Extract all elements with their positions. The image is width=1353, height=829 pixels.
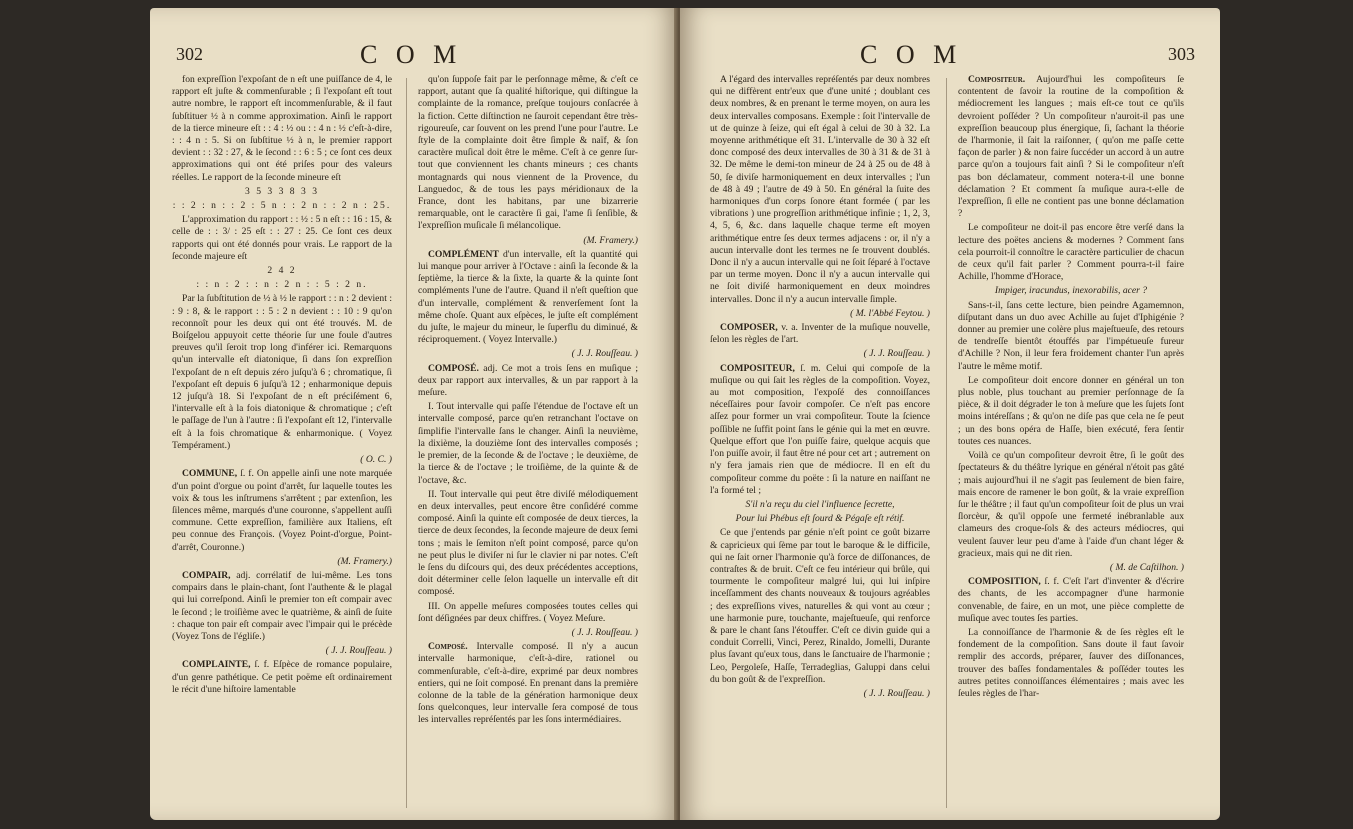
right-page: [680, 8, 1220, 820]
page-number: 302: [176, 44, 203, 64]
paragraph: A l'égard des intervalles repréſentés par deux nombres qui ne diffèrent entr'eux que d'une unité ; doublant ces deux nombres, & en prenant le terme moyen, on aura les deux intervalles composans. Exemple : ſoit l'intervalle de ut de quinze à ſeize, qui eſt égal à celui de 30 à 32. La moyenne arithmétique eſt 31. L'intervalle de 30 à 32 eſt donc composé des deux intervalles de 30 à 31 & de 31 à 32. De même le demi-ton mineur de 24 à 25 ou de 48 à 50, ſe diviſe harmoniquement en deux intervalles ; l'un de 48 à 49 ; l'autre de 49 à 50. En général la ſuite des harmoniques d'un corps ſonore étant formée ( par les vibrations ) une progreſſion arithmétique infinie ; 1, 2, 3, 4, 5, 6, &c. dans laquelle chaque terme eſt moyen arithmétique entre ſes deux termes adjacens : or, il n'y a aucun intervalle dont les termes ne ſe trouvent doublés. Donc il n'y a aucun intervalle qui ne ſoit ſéparé à l'octave par un terme moyen. Donc il n'y a aucun intervalle qui ne ſoit diviſé harmoniquement en deux moindres intervalles. Donc il n'y a aucun intervalle ſimple.: [710, 74, 930, 305]
entry-headword: COMPOSITION,: [968, 576, 1041, 588]
author-attribution: ( J. J. Rouſſeau. ): [863, 348, 930, 360]
paragraph: qu'on ſuppoſe fait par le perſonnage même, & c'eſt ce rapport, autant que ſa qualité hiſtorique, qui diſtingue la complainte de la romance, preſque toujours conſacrée à la fiction. Cette diſtinction ne ſauroit cependant être très-rigoureuſe, car ſouvent on les prend l'une pour l'autre. Le ſtyle de la complainte doit être ſimple & naïf, & ſon caractère muſical doit être le même. C'eſt à ce genre ſur-tout que conviennent les chants mineurs ; ces chants montagnards qui nous viennent de la Provence, du Languedoc, & de tous les pays méridionaux de la France, dont les habitans, par une bizarrerie remarquable, ont le caractère ſi gai, l'ame ſi ſenſible, & l'expreſſion muſicale ſi mélancolique.: [418, 74, 638, 232]
dictionary-entry: [172, 570, 392, 643]
right-column-1: [710, 74, 930, 814]
paragraph: Voilà ce qu'un compoſiteur devroit être, ſi le goût des ſpectateurs & du théâtre lyrique en général n'étoit pas gâté ; mais aujourd'hui il ne s'agit pas ſeulement de bien faire, mais encore de ramener le bon goût, & la vraie expreſſion ſur le théâtre ; il faut qu'un compoſiteur ſoit de plus un vrai ſlorcèur, & qu'il oppoſe une fermeté inébranlable aux clameurs des croque-ſols & des acteurs médiocres, qui veulent ſauver leur peu d'ame à l'aide d'un chant léger & gracieux, mais qui ne dit rien.: [958, 450, 1184, 559]
entry-headword: COMPLÉMENT: [428, 248, 499, 260]
paragraph: I. Tout intervalle qui paſſe l'étendue de l'octave eſt un intervalle composé, parce qu'en retranchant l'octave on ſimplifie l'intervalle ſans le changer. Ainſi la neuvième, la dixième, la douzième ſont des intervalles composés ; le premier, de la ſeconde & de l'octave ; le deuxième, de la tierce & de l'octave ; le troiſième, de la quinte & de l'octave, &c.: [418, 401, 638, 486]
column-divider: [406, 78, 407, 808]
paragraph: La connoiſſance de l'harmonie & de ſes règles eſt le fondement de la compoſition. Sans doute il faut ſavoir remplir des accords, préparer, ſauver des diſſonances, trouver des baſſes fondamentales & poſſéder toutes les autres petites connoiſſances élémentaires ; mais avec les ſeules règles de l'har-: [958, 626, 1184, 699]
page-number: 303: [1168, 44, 1195, 64]
entry-headword: COMPLAINTE,: [182, 659, 251, 671]
entry-text: adj. Ce mot a trois ſens en muſique ; deux par rapport aux intervalles, & un par rapport à la meſure.: [418, 362, 638, 399]
right-column-2: [958, 74, 1184, 814]
paragraph: fon expreſſion l'expoſant de n eſt une puiſſance de 4, le rapport eſt juſte & commenſurable ; ſi l'expoſant eſt tout autre nombre, le rapport eſt incommenſurable, & il faut ſubſtituer ½ à n comme approximation. Ainſi le rapport de la tierce mineure eſt : : 4 : ½ ou : : 4 n : ½ c'eſt-à-dire, : : 4 n : 5. Si on ſubſtitue ½ à n, le premier rapport devient : : 32 : 27, & le ſecond : : 6 : 5 ; ce ſont ces deux approximations qui ont été priſes pour des valeurs réelles. Le rapport de la ſeconde mineure eſt: [172, 74, 392, 183]
entry-headword: COMPOSÉ.: [428, 362, 479, 374]
dictionary-entry: [710, 322, 930, 346]
ratio-formula: : : 2 : n : : 2 : 5 n : : 2 n : : 2 n : 25.: [172, 200, 392, 212]
author-attribution: ( J. J. Rouſſeau. ): [863, 687, 930, 699]
author-attribution: ( J. J. Rouſſeau. ): [571, 348, 638, 360]
entry-headword: COMMUNE,: [182, 468, 238, 480]
verse-quote: S'il n'a reçu du ciel l'influence ſecrette,: [745, 498, 895, 510]
dictionary-entry: [958, 576, 1184, 625]
paragraph: II. Tout intervalle qui peut être diviſé mélodiquement en deux intervalles, peut encore être conſidéré comme composé. Ainſi la quinte eſt composée de deux tierces, la tierce de deux ſecondes, la ſeconde majeure de deux ſemi tons ; mais le ſemiton n'eſt point composé, parce qu'on ne peut plus le diviſer ni ſur le clavier ni par notes. C'eſt le ſens du diſcours qui, des deux précédentes acceptions, doit déterminer celle ſelon laquelle un intervalle eſt dit composé.: [418, 488, 638, 598]
dictionary-entry: [418, 641, 638, 726]
entry-text: v. a. Inventer de la muſique nouvelle, ſelon les règles de l'art.: [710, 322, 930, 346]
entry-text: ſ. m. Celui qui compoſe de la muſique ou qui ſait les règles de la compoſition. Voyez, au mot composition, l'expoſé des connoiſſances néceſſaires pour ſavoir compoſer. Ce n'eſt pas encore aſſez pour former un vrai compoſiteur. Toute la ſcience poſſible ne ſuffit point ſans le génie qui la met en œuvre. Quelque effort que l'on puiſſe faire, quelque acquis que l'on puiſſe avoir, il faut être né pour cet art ; autrement on n'y fera jamais rien que de médiocre. Il en eſt du compoſiteur comme du poëte : ſi la nature en naiſſant ne l'a formé tel ;: [710, 362, 930, 496]
paragraph: Le compoſiteur ne doit-il pas encore être verſé dans la lecture des poëtes anciens & modernes ? Comment ſans cela pourroit-il connoître le caractère particulier de chacun de ceux qu'il fait parler ? Comment pourra-t-il faire Achille, l'homme d'Horace,: [958, 222, 1184, 283]
entry-headword: COMPOSITEUR,: [720, 362, 795, 374]
ratio-formula: 2 4 2: [267, 265, 297, 277]
left-column-1: [172, 74, 392, 814]
dictionary-entry: [958, 74, 1184, 220]
left-page: [150, 8, 678, 820]
paragraph: Le compoſiteur doit encore donner en général un ton plus noble, plus touchant au premier perſonnage de ſa pièce, & il doit dégrader le ton à meſure que les ſujets ſont moins intéreſſans ; & qu'on ne diſe pas que cela ne ſe peut ; un des bons opéra de Haſſe, bien exécuté, fera ſentir toutes ces nuances.: [958, 374, 1184, 447]
verse-quote: Impiger, iracundus, inexorabilis, acer ?: [994, 285, 1148, 297]
entry-text: Intervalle composé. Il n'y a aucun intervalle harmonique, c'eſt-à-dire, rationel ou commenſurable, c'eſt-à-dire, exprimé par deux nombres entiers, qui ne ſoit composé. En prenant dans la première colonne de la table de la génération harmonique deux ſons quelconques, leur intervalle ſera composé de tous les intervalles repréſentés par les ſons intermédiaires.: [418, 641, 638, 726]
author-attribution: ( O. C. ): [360, 454, 392, 466]
entry-text: ſ. f. On appelle ainſi une note marquée d'un point d'orgue ou point d'arrêt, ſur laquelle toutes les voix & tous les inſtrumens s'arrêtent ; par extenſion, les ſilences même, marqués d'une couronne, s'appellent auſſi commune. Cette expreſſion, familière aux Italiens, eſt peu connue des François. (Voyez Point-d'orgue, Point-d'arrêt, Couronne.): [172, 468, 392, 553]
ratio-formula: : : n : 2 : : n : 2 n : : 5 : 2 n.: [196, 279, 368, 291]
dictionary-entry: [172, 659, 392, 696]
paragraph: L'approximation du rapport : : ½ : 5 n eſt : : 16 : 15, & celle de : : 3/ : 25 eſt : : 27 : 25. Ce ſont ces deux rapports qui ont été donnés pour vrais. Le rapport de la ſeconde majeure eſt: [172, 214, 392, 262]
paragraph: Ce que j'entends par génie n'eſt point ce goût bizarre & capricieux qui ſème par tout le baroque & le difficile, qui ne ſait orner l'harmonie qu'à force de diſſonances, de contraſtes & de bruit. C'eſt ce feu intérieur qui brûle, qui tourmente le compoſiteur malgré lui, qui lui inſpire inceſſamment des chants nouveaux & toujours agréables ; des expreſſions vives, naturelles & qui vont au cœur ; une harmonie pure, touchante, majeſtueuſe, qui renforce & pare le chant ſans l'étouffer. C'eſt ce divin guide qui a conduit Correlli, Vinci, Perez, Rinaldo, Jomelli, Durante plus ſavant qu'eux tous, dans le ſanctuaire de l'harmonie ; Leo, Pergoleſe, Haſſe, Terradeglias, Galuppi dans celui du bon goût & de l'expreſſion.: [710, 527, 930, 685]
running-header: C O M: [860, 40, 963, 69]
paragraph: Sans-t-il, ſans cette lecture, bien peindre Agamemnon, diſputant dans un duo avec Achille au ſujet d'Iphigénie ? donner au premier une colère plus majeſtueuſe, des retours de tendreſſe bientôt étouffés par l'impétueuſe fureur d'Achille ? Non, il leur fera froidement chanter l'un après l'autre le même motif.: [958, 299, 1184, 372]
column-divider: [946, 78, 947, 808]
entry-text: ſ. f. C'eſt l'art d'inventer & d'écrire des chants, de les accompagner d'une harmonie convenable, de faire, en un mot, une pièce complette de muſique avec toutes ſes parties.: [958, 576, 1184, 624]
dictionary-entry: [172, 468, 392, 553]
entry-headword: COMPOSER,: [720, 322, 778, 334]
author-attribution: (M. Framery.): [337, 555, 392, 567]
entry-headword: Compositeur.: [968, 74, 1026, 85]
entry-headword: Composé.: [428, 641, 468, 653]
entry-text: Aujourd'hui les compoſiteurs ſe contentent de ſavoir la routine de la compoſition & médiocrement les langues ; mais eſt-ce tout ce qu'ils devroient poſſéder ? Un compoſiteur n'auroit-il pas une expreſſion beaucoup plus énergique, ſi, ſachant la théorie de l'harmonie, il ſait la raiſonner, ( qu'on me paſſe cette façon de parler ) & non faire ſuccéder un accord à un autre parce qu'on a toujours fait ainſi ? Si le compoſiteur n'eſt pas bon déclamateur, comment notera-t-il une bonne déclamation ? Et comment ſa muſique aura-t-elle de l'expreſſion, ſi elle ne contient pas une bonne déclamation ?: [958, 74, 1184, 220]
entry-text: adj. corrélatif de lui-même. Les tons compairs dans le plain-chant, ſont l'authente & le plagal qui lui correſpond. Ainſi le premier ton eſt compair avec le ſecond ; le troiſième avec le quatrième, & ainſi de ſuite : chaque ton pair eſt compair avec l'impair qui le précède (Voyez Tons de l'égliſe.): [172, 569, 392, 642]
paragraph: Par la ſubſtitution de ½ à ½ le rapport : : n : 2 devient : : 9 : 8, & le rapport : : 5 : 2 n devient : : 10 : 9 qu'on reconnoît pour les deux qui ont été trouvés. M. de Boiſgelou appuyoit cette théorie ſur une foule d'autres preuves qu'il ſeroit trop long d'inférer ici. Remarquons qu'un intervalle eſt diatonique, ſi dans ſon expreſſion l'expoſant de n eſt depuis zéro juſqu'à 6 ; chromatique, ſi l'expoſant eſt depuis 6 juſqu'à 12 ; enharmonique depuis 12 juſqu'à 18. Si l'expoſant de n eſt préciſément 6, l'intervalle eſt à la fois diatonique & chromatique ; c'eſt le paſſage de l'un à l'autre : ſi l'expoſant eſt 12, l'intervalle eſt à la fois chromatique & enharmonique. ( Voyez Tempérament.): [172, 293, 392, 451]
paragraph: III. On appelle meſures composées toutes celles qui ſont déſignées par deux chiffres. ( Voyez Meſure.: [418, 600, 638, 624]
author-attribution: ( J. J. Rouſſeau. ): [571, 626, 638, 638]
dictionary-entry: [418, 363, 638, 400]
entry-headword: COMPAIR,: [182, 569, 231, 581]
dictionary-entry: [418, 249, 638, 347]
ratio-formula: 3 5 3 3 8 3 3: [245, 185, 319, 197]
dictionary-entry: [710, 363, 930, 497]
entry-text: ſ. f. Eſpèce de romance populaire, d'un genre pathétique. Ce petit poëme eſt ordinairement le récit d'une hiſtoire lamentable: [172, 659, 392, 695]
verse-quote: Pour lui Phébus eſt ſourd & Pégaſe eſt rétif.: [735, 513, 905, 525]
left-column-2: [418, 74, 638, 814]
author-attribution: ( J. J. Rouſſeau. ): [325, 645, 392, 657]
entry-text: d'un intervalle, eſt la quantité qui lui manque pour arriver à l'Octave : ainſi la ſeconde & la ſeptième, la tierce & la ſixte, la quarte & la quinte ſont compléments l'une de l'autre. Quand il n'eſt queſtion que d'un intervalle, complément & renverſement ſont la même choſe. Quant aux eſpèces, le juſte eſt complément du juſte, le majeur du mineur, le ſuperflu du diminué, & réciproquement. ( Voyez Intervalle.): [418, 248, 638, 346]
author-attribution: ( M. l'Abbé Feytou. ): [850, 307, 930, 319]
author-attribution: (M. Framery.): [583, 234, 638, 246]
running-header: C O M: [360, 40, 463, 69]
author-attribution: ( M. de Caſtilhon. ): [1109, 561, 1184, 573]
